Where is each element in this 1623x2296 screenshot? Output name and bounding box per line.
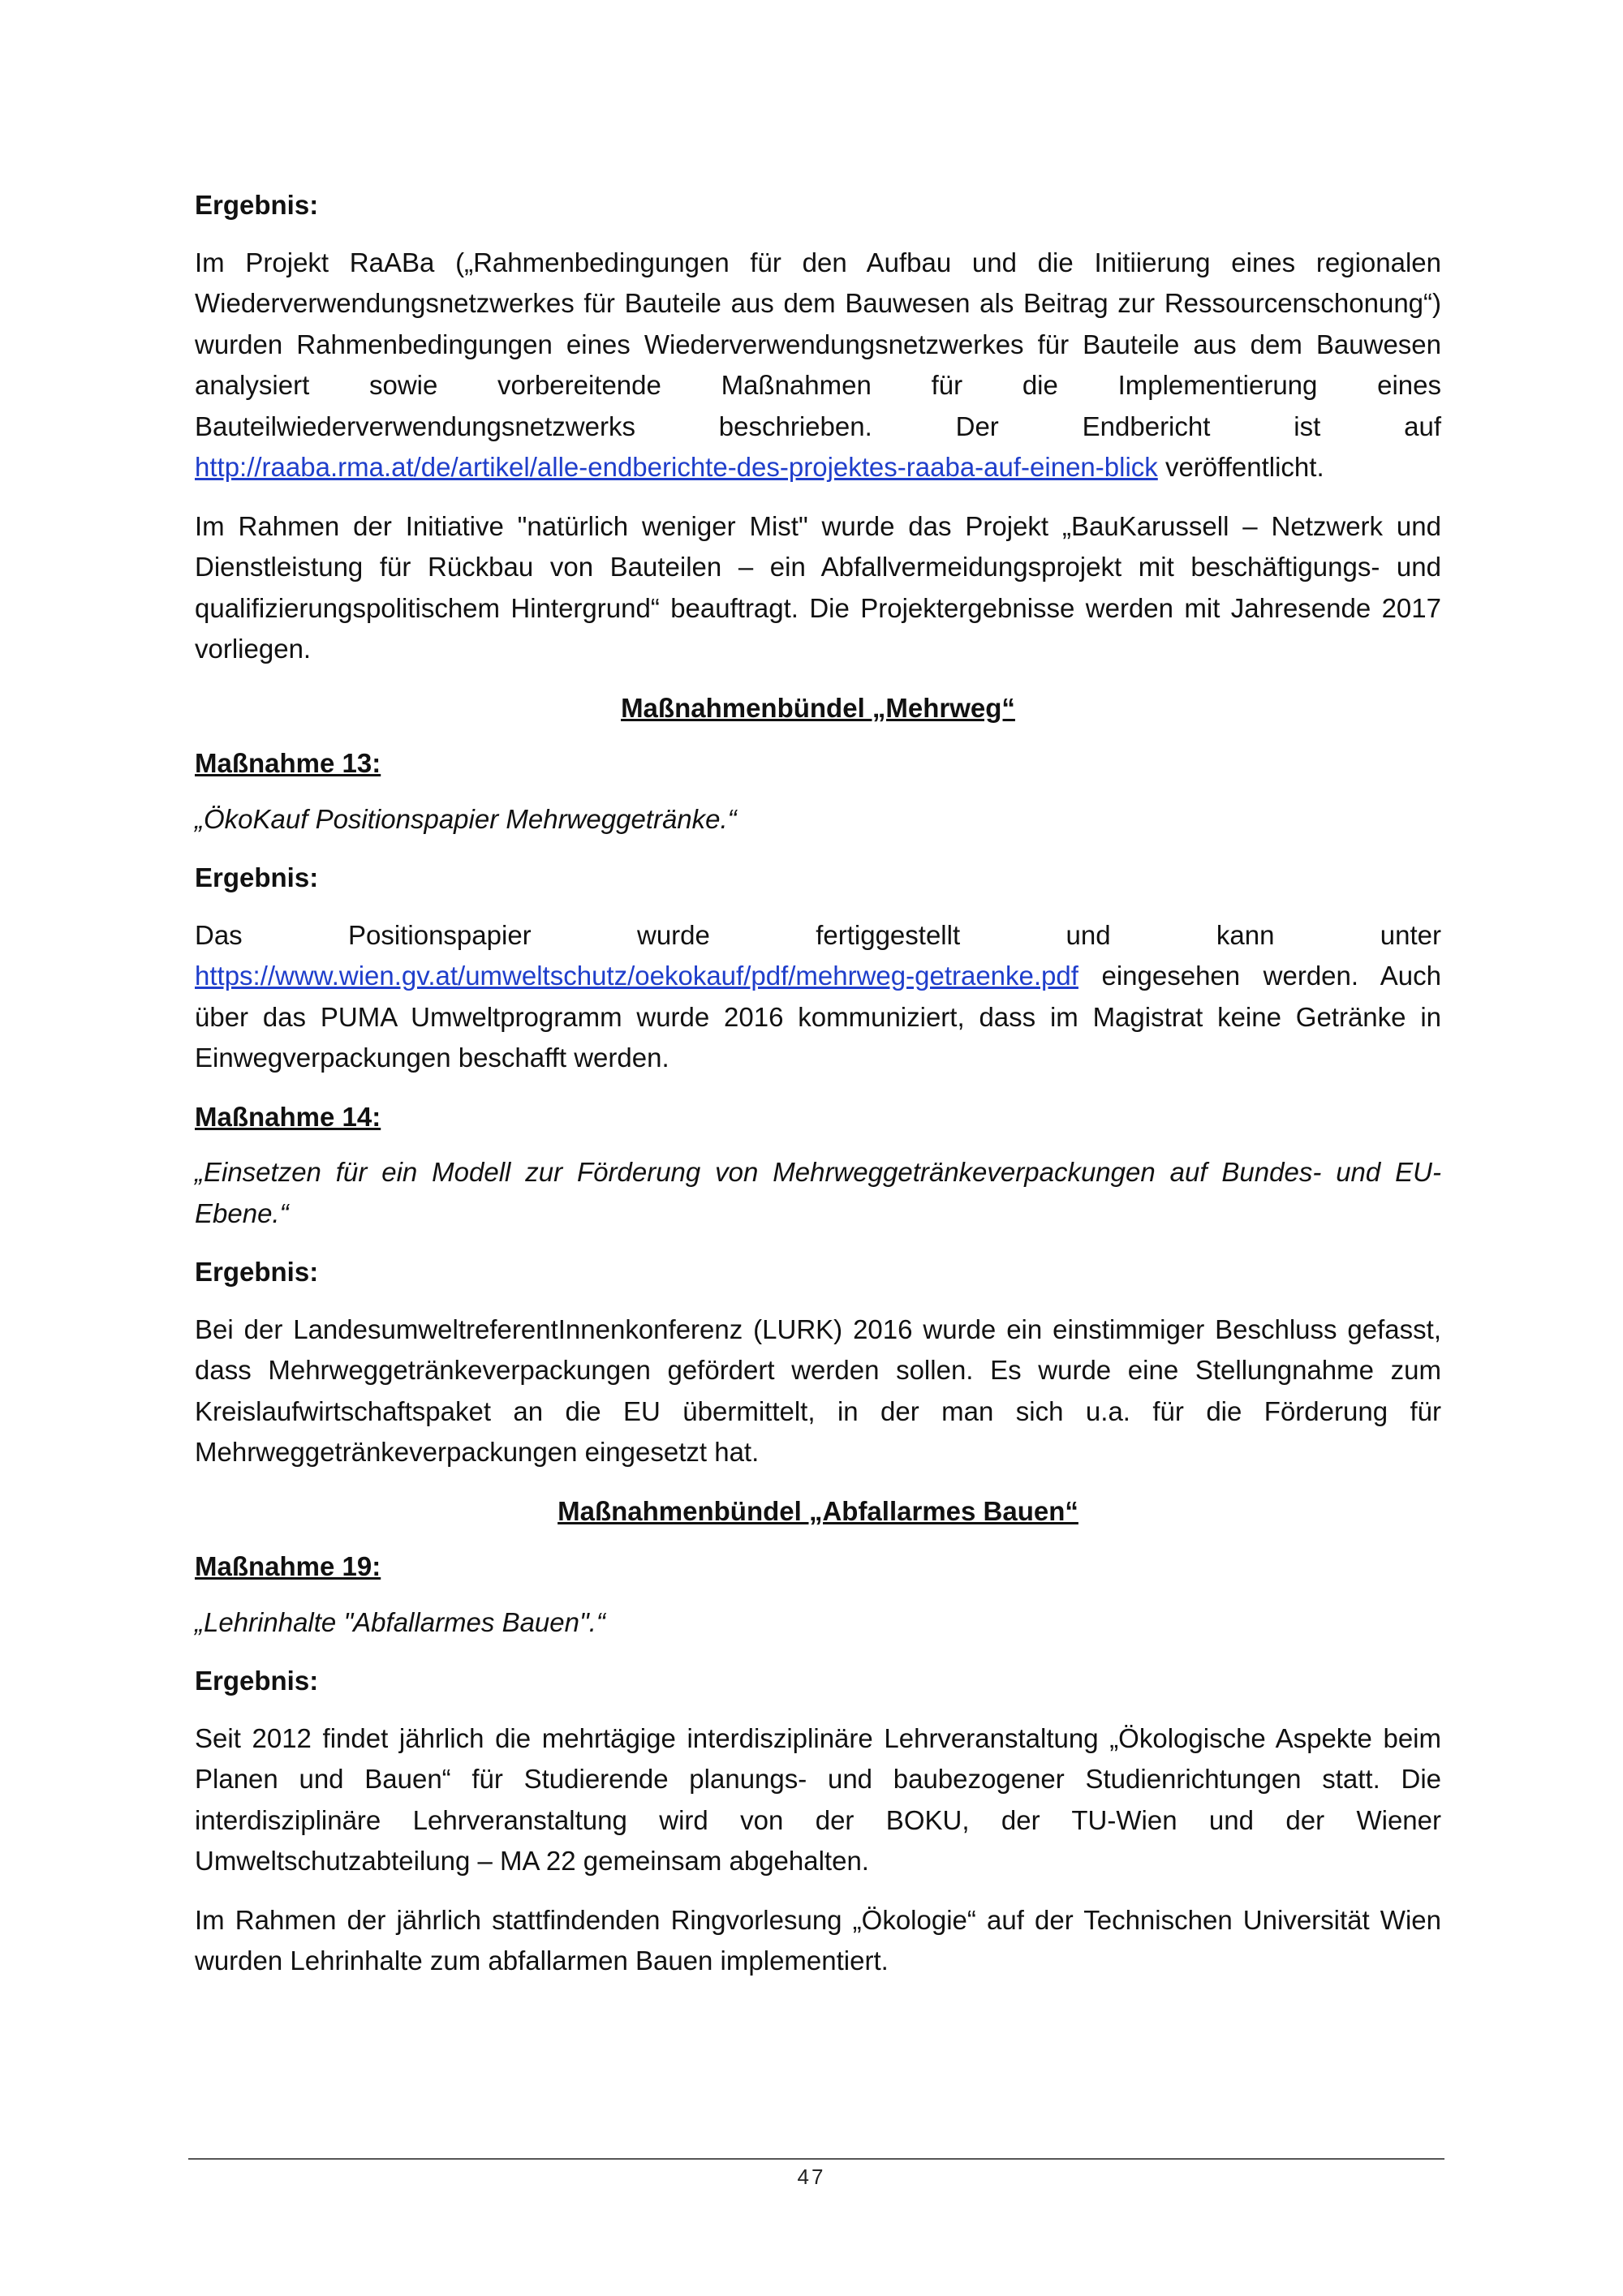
measure-14-result-label: Ergebnis: [195, 1257, 319, 1287]
raaba-link-line [195, 447, 1441, 488]
page-number: 47 [797, 2165, 826, 2189]
measure-14-title: Maßnahme 14: [195, 1101, 381, 1132]
raaba-report-link[interactable]: http://raaba.rma.at/de/artikel/alle-endberichte-des-projektes-raaba-auf-einen-blick [195, 452, 1158, 482]
measure-13-quote: „ÖkoKauf Positionspapier Mehrweggetränke.“ [195, 803, 737, 834]
measure-19-title: Maßnahme 19: [195, 1551, 381, 1581]
oekokauf-pdf-link[interactable]: https://www.wien.gv.at/umweltschutz/oekokauf/pdf/mehrweg-getraenke.pdf [195, 961, 1078, 991]
measure-19-paragraph-1: Seit 2012 findet jährlich die mehrtägige interdisziplinäre Lehrveranstaltung „Ökologische Aspekte beim Planen und Bauen“ für Studierende planungs- und baubezogener Studienrichtungen statt. Die interdisziplinäre Lehrveranstaltung wird von der BOKU, der TU-Wien und der Wiener Umweltschutzabteilung – MA 22 gemeinsam abgehalten. [195, 1722, 1441, 1876]
raaba-paragraph [195, 243, 1441, 448]
measure-14-quote: „Einsetzen für ein Modell zur Förderung von Mehrweggetränkeverpackungen auf Bundes- und EU-Ebene.“ [195, 1157, 1441, 1228]
baukarussell-paragraph: Im Rahmen der Initiative "natürlich weniger Mist" wurde das Projekt „BauKarussell – Netzwerk und Dienstleistung für Rückbau von Bauteilen – ein Abfallvermeidungsprojekt mit beschäftigungs- und qualifizierungspolitischem Hintergrund“ beauftragt. Die Projektergebnisse werden mit Jahresende 2017 vorliegen. [195, 510, 1441, 664]
mehrweg-bundle-heading: Maßnahmenbündel „Mehrweg“ [621, 692, 1015, 723]
raaba-text: Im Projekt RaABa („Rahmenbedingungen für den Aufbau und die Initiierung eines regionalen Wiederverwendungsnetzwerkes für Bauteile aus dem Bauwesen als Beitrag zur Ressourcenschonung“) wurden Rahmenbedingungen eines Wiederverwendungsnetzwerkes für Bauteile aus dem Bauwesen analysiert sowie vorbereitende Maßnahmen für die Implementierung eines Bauteilwiederverwendungsnetzwerks beschrieben. Der Endbericht ist auf [195, 247, 1441, 441]
measure-13-result-label: Ergebnis: [195, 862, 319, 892]
measure-13-text-after: eingesehen werden. Auch über das PUMA Umweltprogramm wurde 2016 kommuniziert, dass im Magistrat keine Getränke in Einwegverpackungen beschafft werden. [195, 961, 1441, 1073]
measure-19-result-label: Ergebnis: [195, 1666, 319, 1696]
footer-divider [188, 2158, 1444, 2160]
measure-19-quote: „Lehrinhalte "Abfallarmes Bauen".“ [195, 1606, 605, 1637]
measure-13-paragraph [195, 956, 1441, 1079]
measure-13-text: Das Positionspapier wurde fertiggestellt und kann unter [195, 919, 1441, 950]
raaba-link-suffix: veröffentlicht. [1157, 452, 1324, 482]
result-label: Ergebnis: [195, 190, 319, 220]
measure-19-paragraph-2: Im Rahmen der jährlich stattfindenden Ringvorlesung „Ökologie“ auf der Technischen Universität Wien wurden Lehrinhalte zum abfallarmen Bauen implementiert. [195, 1904, 1441, 1976]
measure-13-title: Maßnahme 13: [195, 748, 381, 778]
measure-13-paragraph-line1 [195, 915, 1441, 957]
page-body [195, 185, 1441, 2000]
measure-14-paragraph: Bei der LandesumweltreferentInnenkonferenz (LURK) 2016 wurde ein einstimmiger Beschluss gefasst, dass Mehrweggetränkeverpackungen gefördert werden sollen. Es wurde eine Stellungnahme zum Kreislaufwirtschaftspaket an die EU übermittelt, in der man sich u.a. für die Förderung für Mehrweggetränkeverpackungen eingesetzt hat. [195, 1314, 1441, 1467]
bauen-bundle-heading: Maßnahmenbündel „Abfallarmes Bauen“ [558, 1495, 1078, 1526]
